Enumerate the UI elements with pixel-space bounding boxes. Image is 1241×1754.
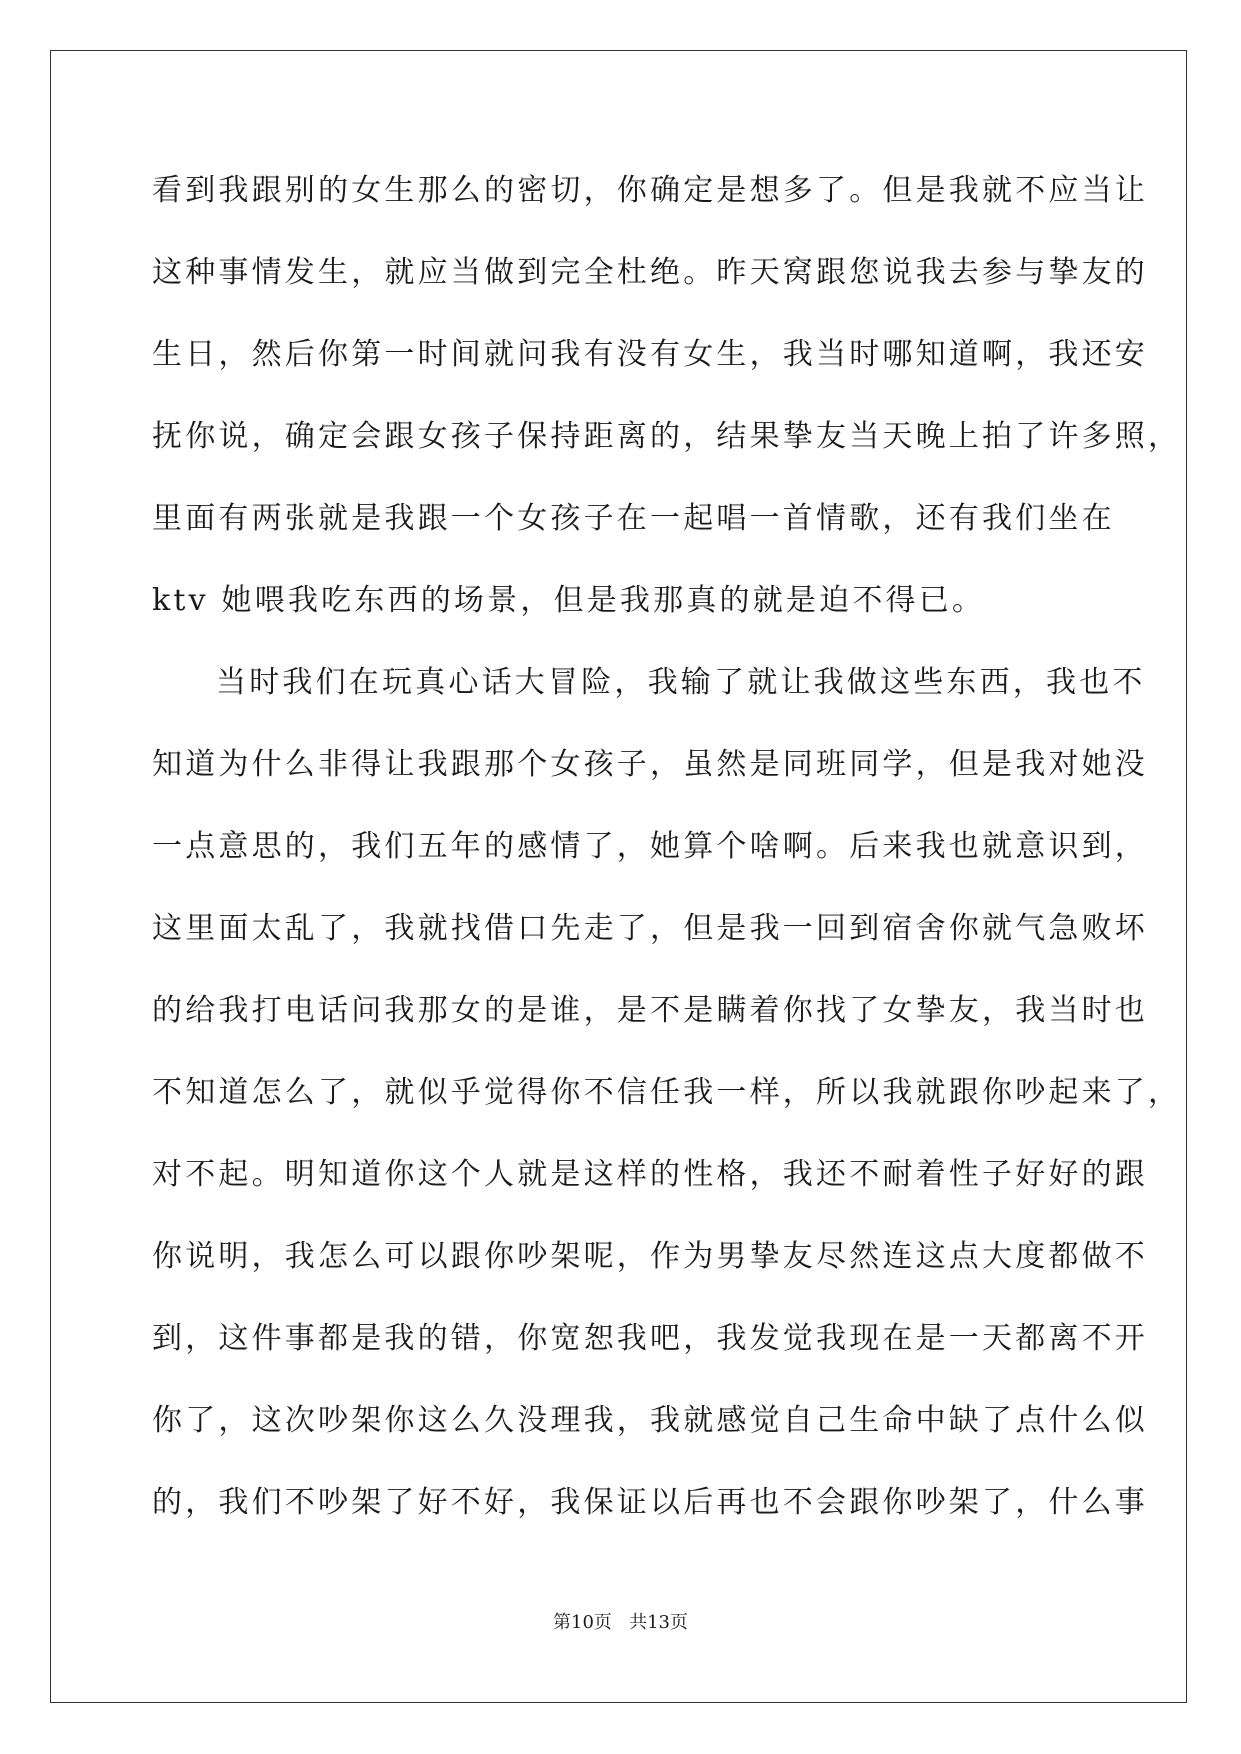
text-line: 生日，然后你第一时间就问我有没有女生，我当时哪知道啊，我还安 [152, 337, 1148, 372]
text-line: 看到我跟别的女生那么的密切，你确定是想多了。但是我就不应当让 [152, 173, 1148, 208]
text-line: 当时我们在玩真心话大冒险，我输了就让我做这些东西，我也不 [216, 665, 1146, 700]
text-line: 这里面太乱了，我就找借口先走了，但是我一回到宿舍你就气急败坏 [152, 911, 1148, 946]
text-line: 你了，这次吵架你这么久没理我，我就感觉自己生命中缺了点什么似 [152, 1403, 1148, 1438]
footer-spacer [612, 1612, 629, 1633]
total-pages-label: 共13页 [629, 1612, 688, 1633]
text-line: 对不起。明知道你这个人就是这样的性格，我还不耐着性子好好的跟 [152, 1157, 1148, 1192]
text-line: 这种事情发生，就应当做到完全杜绝。昨天窝跟您说我去参与挚友的 [152, 255, 1148, 290]
text-line: ktv 她喂我吃东西的场景，但是我那真的就是迫不得已。 [152, 583, 986, 618]
text-line: 知道为什么非得让我跟那个女孩子，虽然是同班同学，但是我对她没 [152, 747, 1148, 782]
text-line: 的，我们不吵架了好不好，我保证以后再也不会跟你吵架了，什么事 [152, 1485, 1148, 1520]
text-line: 一点意思的，我们五年的感情了，她算个啥啊。后来我也就意识到， [152, 829, 1148, 864]
text-line: 你说明，我怎么可以跟你吵架呢，作为男挚友尽然连这点大度都做不 [152, 1239, 1148, 1274]
page-footer [0, 1608, 1241, 1634]
text-line: 抚你说，确定会跟女孩子保持距离的，结果挚友当天晚上拍了许多照， [152, 419, 1182, 454]
text-line: 不知道怎么了，就似乎觉得你不信任我一样，所以我就跟你吵起来了， [152, 1075, 1182, 1110]
text-line: 里面有两张就是我跟一个女孩子在一起唱一首情歌，还有我们坐在 [152, 501, 1115, 536]
text-line: 的给我打电话问我那女的是谁，是不是瞒着你找了女挚友，我当时也 [152, 993, 1148, 1028]
document-body [152, 158, 1182, 1552]
current-page-label: 第10页 [553, 1612, 612, 1633]
text-line: 到，这件事都是我的错，你宽恕我吧，我发觉我现在是一天都离不开 [152, 1321, 1148, 1356]
